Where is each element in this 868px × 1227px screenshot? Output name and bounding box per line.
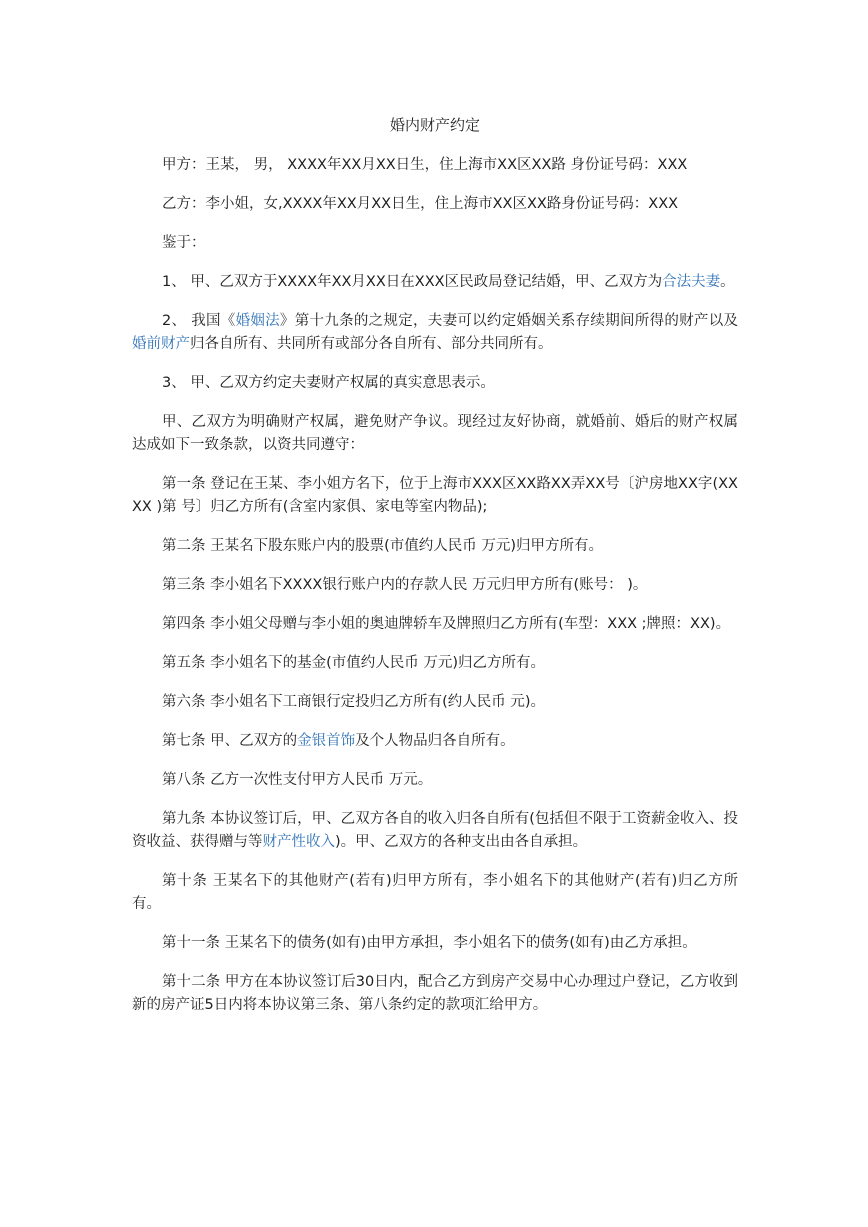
paragraph-text: 第三条 李小姐名下XXXX银行账户内的存款人民 万元归甲方所有(账号： )。 — [162, 577, 648, 593]
paragraph-text: 甲、乙双方为明确财产权属，避免财产争议。现经过友好协商，就婚前、婚后的财产权属达成如下一致条款，以资共同遵守： — [132, 414, 738, 453]
paragraph-text: 甲方：王某， 男， XXXX年XX月XX日生，住上海市XX区XX路 身份证号码：XXX — [162, 157, 688, 173]
paragraph — [132, 574, 738, 597]
hyperlink[interactable]: 婚前财产 — [132, 336, 190, 352]
paragraph-text: 第二条 王某名下股东账户内的股票(市值约人民币 万元)归甲方所有。 — [162, 538, 604, 554]
document-body — [132, 154, 738, 1017]
paragraph-text: 第七条 甲、乙双方的 — [162, 733, 298, 749]
paragraph-text: 3、 甲、乙双方约定夫妻财产权属的真实意思表示。 — [162, 375, 495, 391]
paragraph-text: 第六条 李小姐名下工商银行定投归乙方所有(约人民币 元)。 — [162, 694, 546, 710]
document-title: 婚内财产约定 — [389, 116, 480, 134]
hyperlink[interactable]: 财产性收入 — [262, 834, 335, 850]
paragraph-text: 第一条 登记在王某、李小姐方名下，位于上海市XXX区XX路XX弄XX号〔沪房地XX字(XXXX )第 号〕归乙方所有(含室内家俱、家电等室内物品); — [132, 476, 738, 515]
paragraph — [132, 232, 738, 255]
paragraph — [132, 154, 738, 177]
paragraph-text: 第五条 李小姐名下的基金(市值约人民币 万元)归乙方所有。 — [162, 655, 546, 671]
document-page — [132, 110, 738, 1033]
paragraph-text: 乙方：李小姐，女,XXXX年XX月XX日生，住上海市XX区XX路身份证号码：XXX — [162, 196, 679, 212]
paragraph-text: 第十条 王某名下的其他财产(若有)归甲方所有，李小姐名下的其他财产(若有)归乙方所有。 — [132, 873, 738, 912]
hyperlink[interactable]: 合法夫妻 — [662, 274, 721, 290]
paragraph — [132, 372, 738, 395]
paragraph-text: )。甲、乙双方的各种支出由各自承担。 — [335, 834, 588, 850]
paragraph — [132, 691, 738, 714]
paragraph-text: 鉴于： — [162, 235, 206, 251]
paragraph-text: 2、 我国《 — [162, 313, 236, 329]
paragraph — [132, 613, 738, 636]
paragraph — [132, 971, 738, 1017]
paragraph-text: 第九条 本协议签订后，甲、乙双方各自的收入归各自所有(包括但不限于工资薪金收入、投资收益、获得赠与等 — [132, 811, 738, 850]
paragraph — [132, 193, 738, 216]
paragraph — [132, 271, 738, 294]
paragraph-text: 第十二条 甲方在本协议签订后30日内，配合乙方到房产交易中心办理过户登记，乙方收到新的房产证5日内将本协议第三条、第八条约定的款项汇给甲方。 — [132, 974, 738, 1013]
paragraph — [132, 473, 738, 519]
paragraph — [132, 932, 738, 955]
paragraph — [132, 730, 738, 753]
paragraph — [132, 769, 738, 792]
paragraph-text: 第十一条 王某名下的债务(如有)由甲方承担，李小姐名下的债务(如有)由乙方承担。 — [162, 935, 697, 951]
hyperlink[interactable]: 金银首饰 — [297, 733, 356, 749]
paragraph-text: 第四条 李小姐父母赠与李小姐的奥迪牌轿车及牌照归乙方所有(车型：XXX ;牌照：XX)。 — [162, 616, 731, 632]
paragraph-text: 》第十九条的之规定，夫妻可以约定婚姻关系存续期间所得的财产以及 — [279, 313, 739, 329]
paragraph-text: 及个人物品归各自所有。 — [355, 733, 515, 749]
paragraph-text: 。 — [720, 274, 735, 290]
paragraph — [132, 870, 738, 916]
paragraph — [132, 411, 738, 457]
hyperlink[interactable]: 婚姻法 — [235, 313, 280, 329]
paragraph — [132, 535, 738, 558]
paragraph-text: 归各自所有、共同所有或部分各自所有、部分共同所有。 — [190, 336, 553, 352]
paragraph-text: 第八条 乙方一次性支付甲方人民币 万元。 — [162, 772, 433, 788]
paragraph-text: 1、 甲、乙双方于XXXX年XX月XX日在XXX区民政局登记结婚，甲、乙双方为 — [162, 274, 663, 290]
paragraph — [132, 310, 738, 356]
paragraph — [132, 652, 738, 675]
paragraph — [132, 808, 738, 854]
